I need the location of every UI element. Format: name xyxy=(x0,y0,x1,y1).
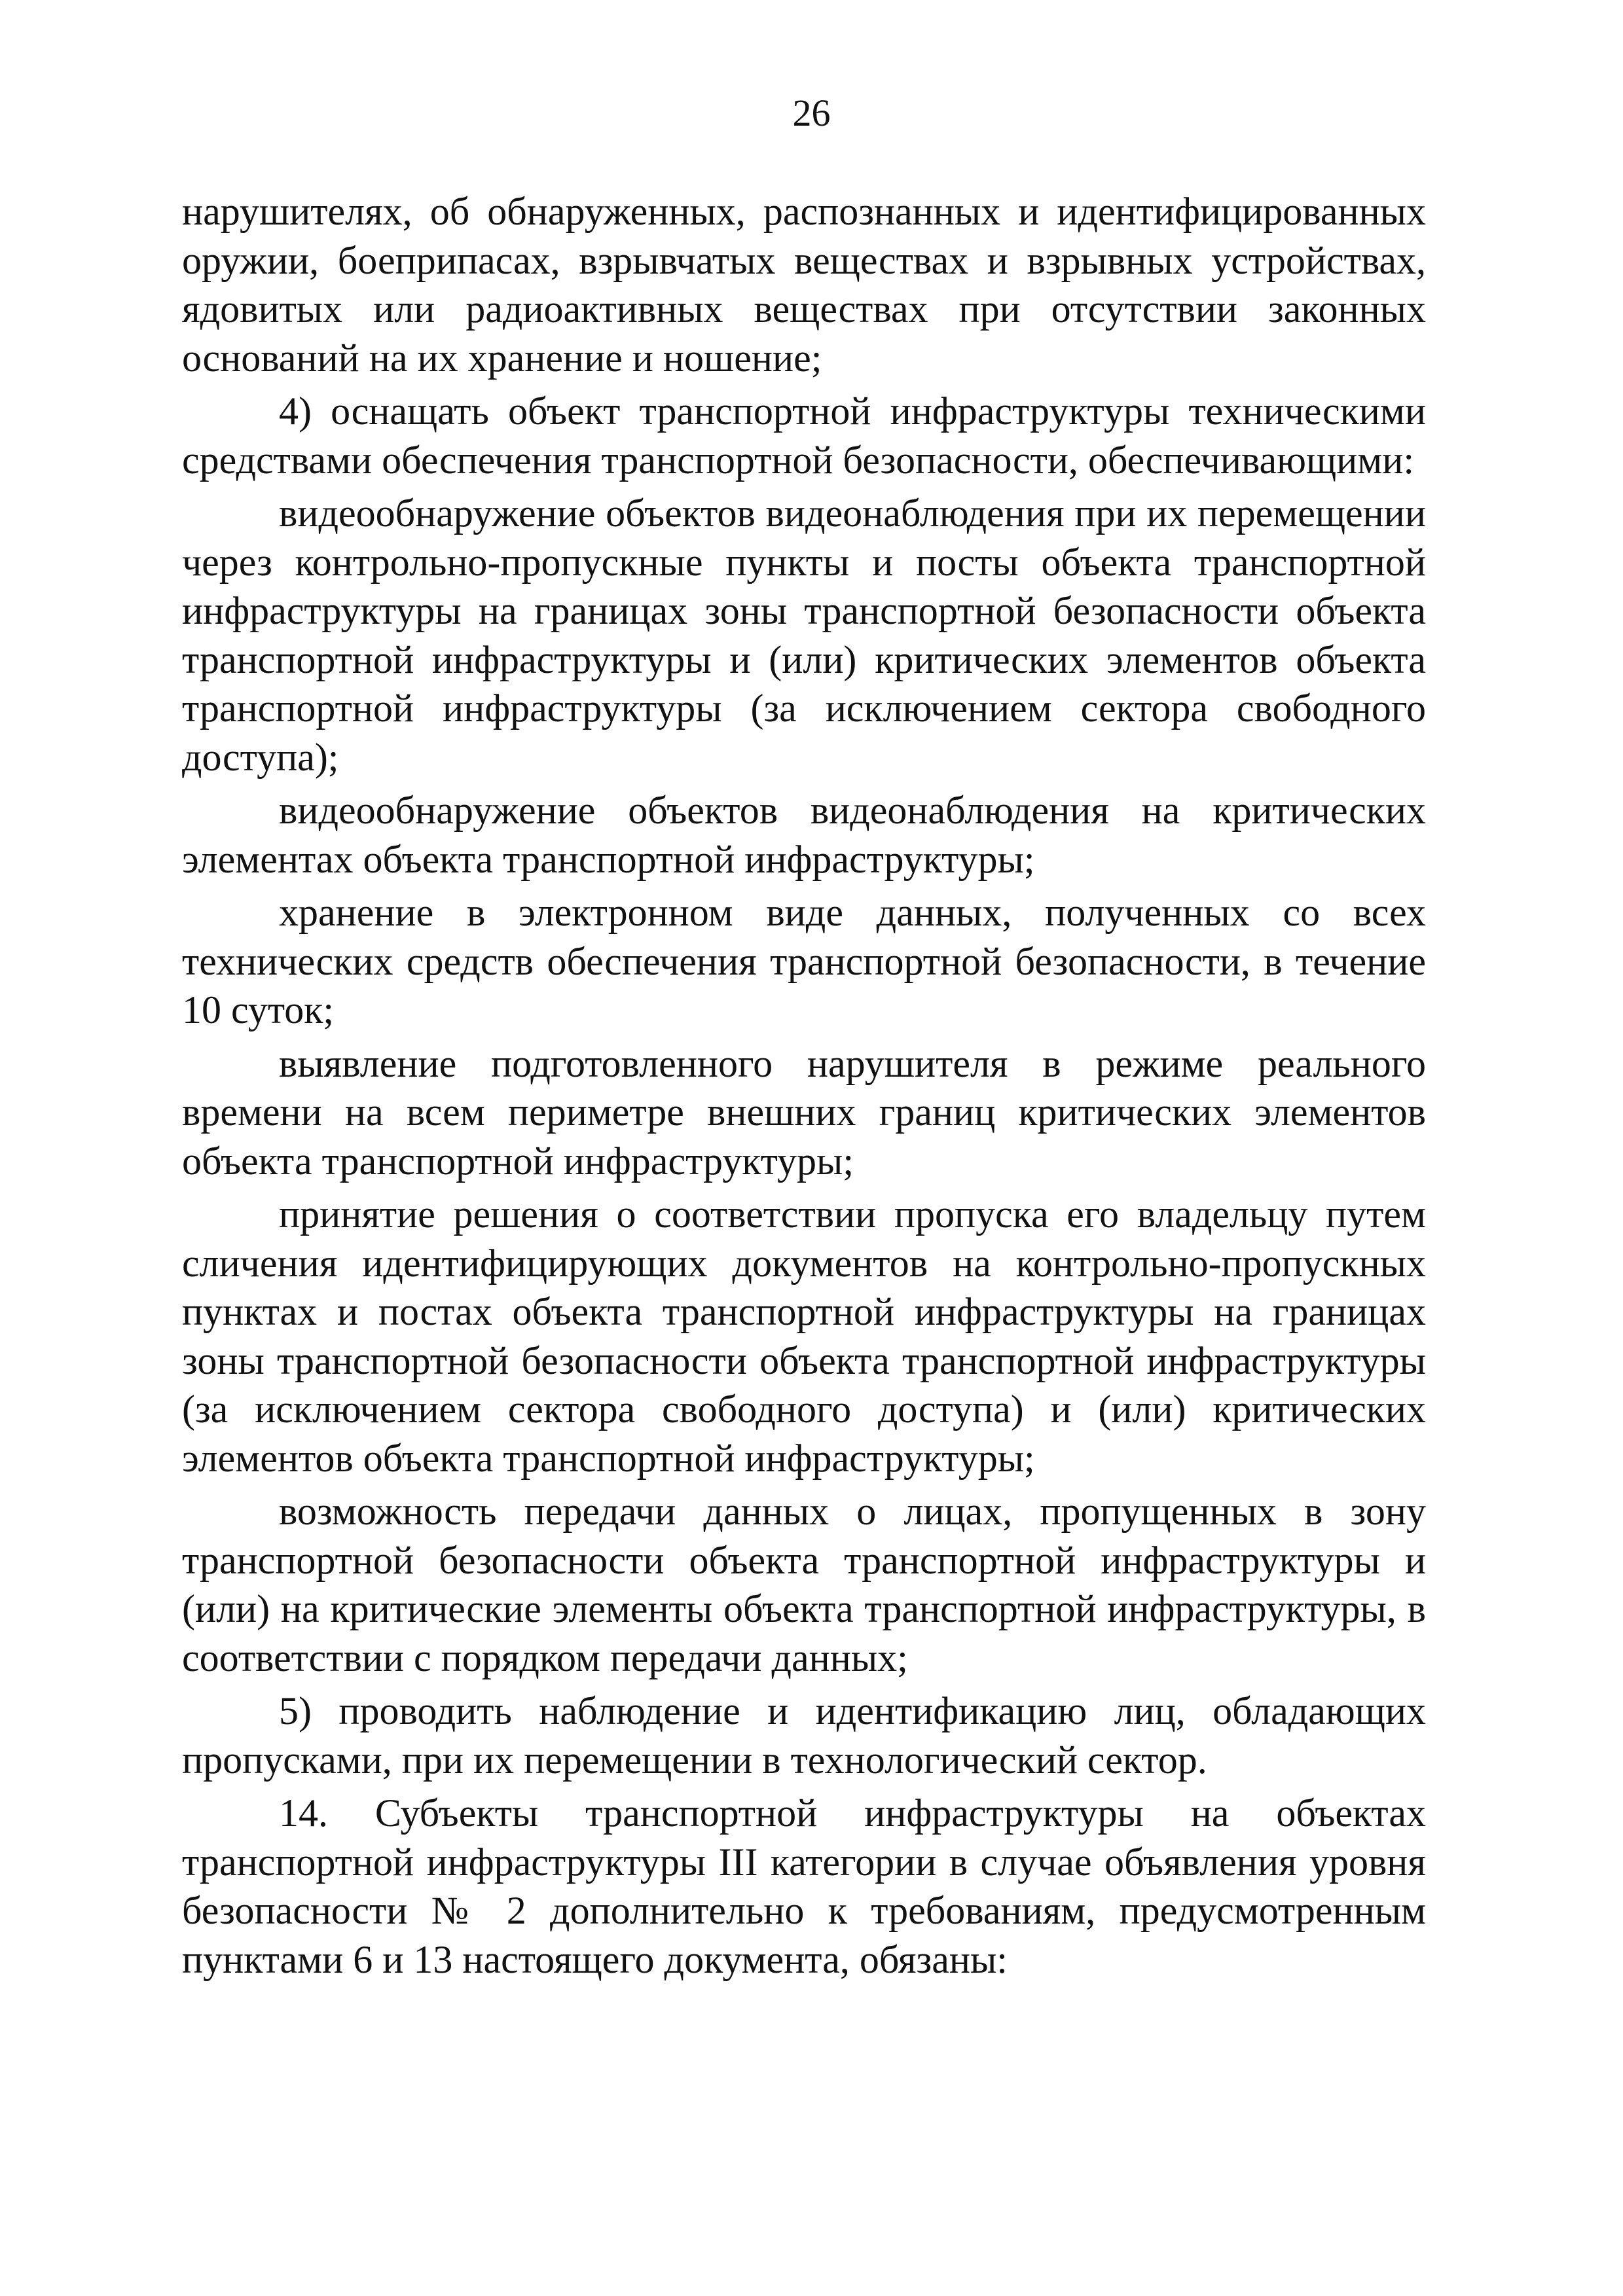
paragraph-section-14: 14. Субъекты транспортной инфраструктуры на объектах транспортной инфраструктуры III категории в случае объявления уровня безопасности № 2 дополнительно к требованиям, предусмотренным пунктами 6 и 13 настоящего документа, обязаны: xyxy=(182,1791,1426,1981)
paragraph-intruder-detection: выявление подготовленного нарушителя в режиме реального времени на всем периметре внешних границ критических элементов объекта транспортной инфраструктуры; xyxy=(182,1041,1426,1183)
page-number: 26 xyxy=(792,92,831,134)
paragraph-video-detection-checkpoints: видеообнаружение объектов видеонаблюдения при их перемещении через контрольно-пропускные пункты и посты объекта транспортной инфраструктуры на границах зоны транспортной безопасности объекта транспортной инфраструктуры и (или) критических элементов объекта транспортной инфраструктуры (за исключением сектора свободного доступа); xyxy=(182,492,1426,779)
paragraph-video-detection-critical-elements: видеообнаружение объектов видеонаблюдения на критических элементах объекта транспортной инфраструктуры; xyxy=(182,789,1426,881)
paragraph-pass-verification: принятие решения о соответствии пропуска его владельцу путем сличения идентифицирующих документов на контрольно-пропускных пунктах и постах объекта транспортной инфраструктуры на границах зоны транспортной безопасности объекта транспортной инфраструктуры (за исключением сектора свободного доступа) и (или) критических элементов объекта транспортной инфраструктуры; xyxy=(182,1193,1426,1480)
paragraph-continuation: нарушителях, об обнаруженных, распознанных и идентифицированных оружии, боеприпасах, взрывчатых веществах и взрывных устройствах, ядовитых или радиоактивных веществах при отсутствии законных оснований на их хранение и ношение; xyxy=(182,190,1426,380)
document-body xyxy=(182,187,1426,1984)
paragraph-data-transfer: возможность передачи данных о лицах, пропущенных в зону транспортной безопасности объекта транспортной инфраструктуры и (или) на критические элементы объекта транспортной инфраструктуры, в соответствии с порядком передачи данных; xyxy=(182,1490,1426,1679)
paragraph-data-storage: хранение в электронном виде данных, полученных со всех технических средств обеспечения транспортной безопасности, в течение 10 суток; xyxy=(182,891,1426,1031)
paragraph-item-4: 4) оснащать объект транспортной инфраструктуры техническими средствами обеспечения транспортной безопасности, обеспечивающими: xyxy=(182,389,1426,482)
paragraph-item-5: 5) проводить наблюдение и идентификацию лиц, обладающих пропусками, при их перемещении в технологический сектор. xyxy=(182,1689,1426,1782)
